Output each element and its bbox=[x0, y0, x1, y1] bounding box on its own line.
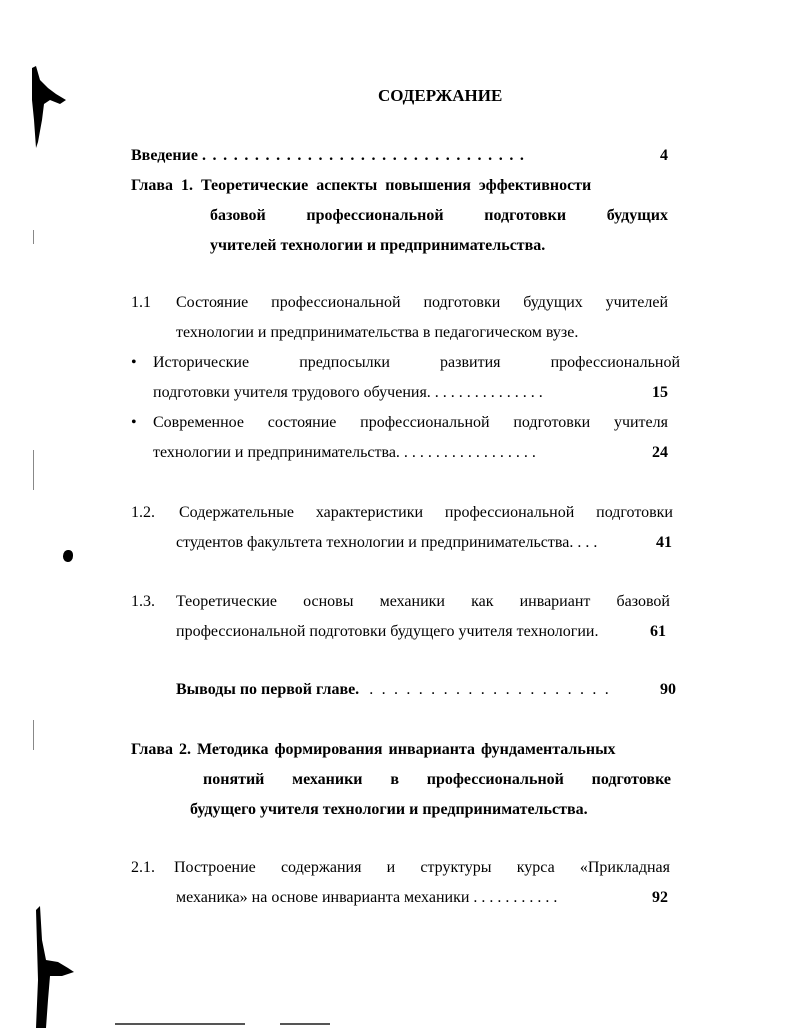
toc-section-1-1-line-1: Состояние профессиональной подготовки будущих учителей bbox=[176, 294, 668, 311]
toc-page-number: 4 bbox=[660, 147, 668, 164]
toc-text: технологии и предпринимательства. . . . . . . . . . . . . . . . . . bbox=[153, 444, 536, 461]
toc-chapter-2-line-2: понятий механики в профессиональной подготовке bbox=[203, 771, 671, 788]
toc-section-2-1-line-2 bbox=[176, 888, 668, 908]
scan-artifact-rule bbox=[115, 1023, 245, 1025]
toc-page-number: 15 bbox=[652, 384, 668, 401]
toc-chapter-2-line-1: Глава 2. Методика формирования инварианта фундаментальных bbox=[131, 741, 616, 758]
toc-text: механика» на основе инварианта механики . . . . . . . . . . . bbox=[176, 889, 558, 906]
toc-chapter-1-line-3: учителей технологии и предпринимательства. bbox=[210, 237, 546, 254]
toc-label: Введение bbox=[131, 147, 198, 164]
toc-chapter-1-line-2: базовой профессиональной подготовки будущих bbox=[210, 207, 668, 224]
toc-dots: . . . . . . . . . . . . . . . . . . . . . . . . . . . . . . . bbox=[201, 147, 526, 164]
toc-section-1-2-line-1: Содержательные характеристики профессиональной подготовки bbox=[179, 504, 673, 521]
bullet-marker: • bbox=[131, 354, 137, 371]
toc-section-number: 1.1 bbox=[131, 294, 151, 311]
toc-page-number: 90 bbox=[660, 681, 676, 698]
toc-text: подготовки учителя трудового обучения. . . . . . . . . . . . . . . bbox=[153, 384, 543, 401]
toc-subsection-1-line-2 bbox=[153, 383, 668, 403]
scan-artifact-tick bbox=[33, 720, 34, 750]
toc-entry-intro bbox=[131, 146, 668, 166]
toc-subsection-1-line-1: Исторические предпосылки развития профессиональной bbox=[153, 354, 680, 371]
toc-section-number: 1.2. bbox=[131, 504, 155, 521]
toc-chapter-1-line-1: Глава 1. Теоретические аспекты повышения эффективности bbox=[131, 177, 592, 194]
toc-dots: . . . . . . . . . . . . . . . . . . . . bbox=[369, 681, 611, 698]
toc-text: профессиональной подготовки будущего учителя технологии. bbox=[176, 623, 599, 640]
bullet-marker: • bbox=[131, 414, 137, 431]
toc-section-number: 1.3. bbox=[131, 593, 155, 610]
toc-section-number: 2.1. bbox=[131, 859, 155, 876]
toc-page-number: 41 bbox=[656, 534, 672, 551]
scan-artifact-tick bbox=[33, 230, 34, 244]
toc-text: студентов факультета технологии и предпринимательства. . . . bbox=[176, 534, 598, 551]
scan-artifact-top bbox=[30, 60, 70, 150]
toc-section-1-2-line-2 bbox=[176, 533, 672, 553]
toc-section-1-1-line-2: технологии и предпринимательства в педагогическом вузе. bbox=[176, 324, 579, 341]
toc-label: Выводы по первой главе. bbox=[176, 681, 360, 698]
scan-artifact-rule bbox=[280, 1023, 330, 1025]
scan-artifact-bottom bbox=[28, 900, 78, 1028]
toc-entry-conclusions bbox=[176, 680, 676, 700]
toc-subsection-2-line-2 bbox=[153, 443, 668, 463]
page-title: СОДЕРЖАНИЕ bbox=[378, 86, 503, 105]
toc-page-number: 61 bbox=[650, 623, 666, 640]
toc-section-1-3-line-1: Теоретические основы механики как инвариант базовой bbox=[176, 593, 670, 610]
toc-section-1-3-line-2 bbox=[176, 622, 666, 642]
scan-artifact-dot bbox=[63, 550, 73, 562]
toc-page-number: 92 bbox=[652, 889, 668, 906]
scan-artifact-tick bbox=[33, 450, 34, 490]
toc-subsection-2-line-1: Современное состояние профессиональной подготовки учителя bbox=[153, 414, 668, 431]
toc-page-number: 24 bbox=[652, 444, 668, 461]
toc-chapter-2-line-3: будущего учителя технологии и предпринимательства. bbox=[190, 801, 588, 818]
toc-section-2-1-line-1: Построение содержания и структуры курса «Прикладная bbox=[174, 859, 670, 876]
